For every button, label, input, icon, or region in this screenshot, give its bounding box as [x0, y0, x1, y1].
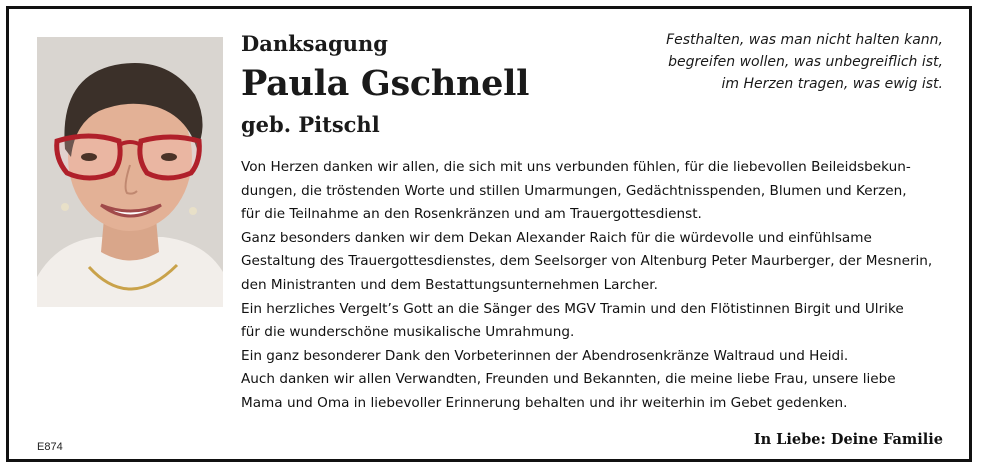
signature: In Liebe: Deine Familie: [753, 431, 943, 448]
quote-line: begreifen wollen, was unbegreiflich ist,: [668, 54, 943, 70]
quote-line: Festhalten, was man nicht halten kann,: [666, 32, 943, 48]
portrait-photo: [37, 37, 223, 307]
birth-name: geb. Pitschl: [241, 112, 380, 137]
body-line: Mama und Oma in liebevoller Erinnerung behalten und ihr weiterhin im Gebet gedenken.: [241, 394, 848, 411]
body-line: für die Teilnahme an den Rosenkränzen und am Trauergottesdienst.: [241, 206, 702, 223]
body-line: Ganz besonders danken wir dem Dekan Alexander Raich für die würdevolle und einfühlsame: [241, 229, 872, 246]
notice-code: E874: [37, 441, 63, 453]
body-line: für die wunderschöne musikalische Umrahmung.: [241, 324, 575, 341]
body-line: Auch danken wir allen Verwandten, Freunden und Bekannten, die meine liebe Frau, unsere liebe: [241, 371, 896, 388]
notice-heading: Danksagung: [241, 31, 388, 56]
body-line: Ein herzliches Vergelt’s Gott an die Sänger des MGV Tramin und den Flötistinnen Birgit und Ulrike: [241, 300, 904, 317]
body-line: Gestaltung des Trauergottesdienstes, dem Seelsorger von Altenburg Peter Maurberger, der Mesnerin,: [241, 253, 933, 270]
body-line: dungen, die tröstenden Worte und stillen Umarmungen, Gedächtnisspenden, Blumen und Kerzen,: [241, 182, 907, 199]
memorial-quote: [623, 29, 943, 95]
deceased-name: Paula Gschnell: [241, 63, 530, 104]
obituary-frame: [6, 6, 972, 462]
thank-you-text: [241, 156, 971, 416]
body-line: Von Herzen danken wir allen, die sich mit uns verbunden fühlen, für die liebevollen Beileidsbekun-: [241, 159, 911, 175]
quote-line: im Herzen tragen, was ewig ist.: [721, 76, 943, 92]
body-line: den Ministranten und dem Bestattungsunternehmen Larcher.: [241, 276, 658, 293]
body-line: Ein ganz besonderer Dank den Vorbeterinnen der Abendrosenkränze Waltraud und Heidi.: [241, 347, 849, 364]
